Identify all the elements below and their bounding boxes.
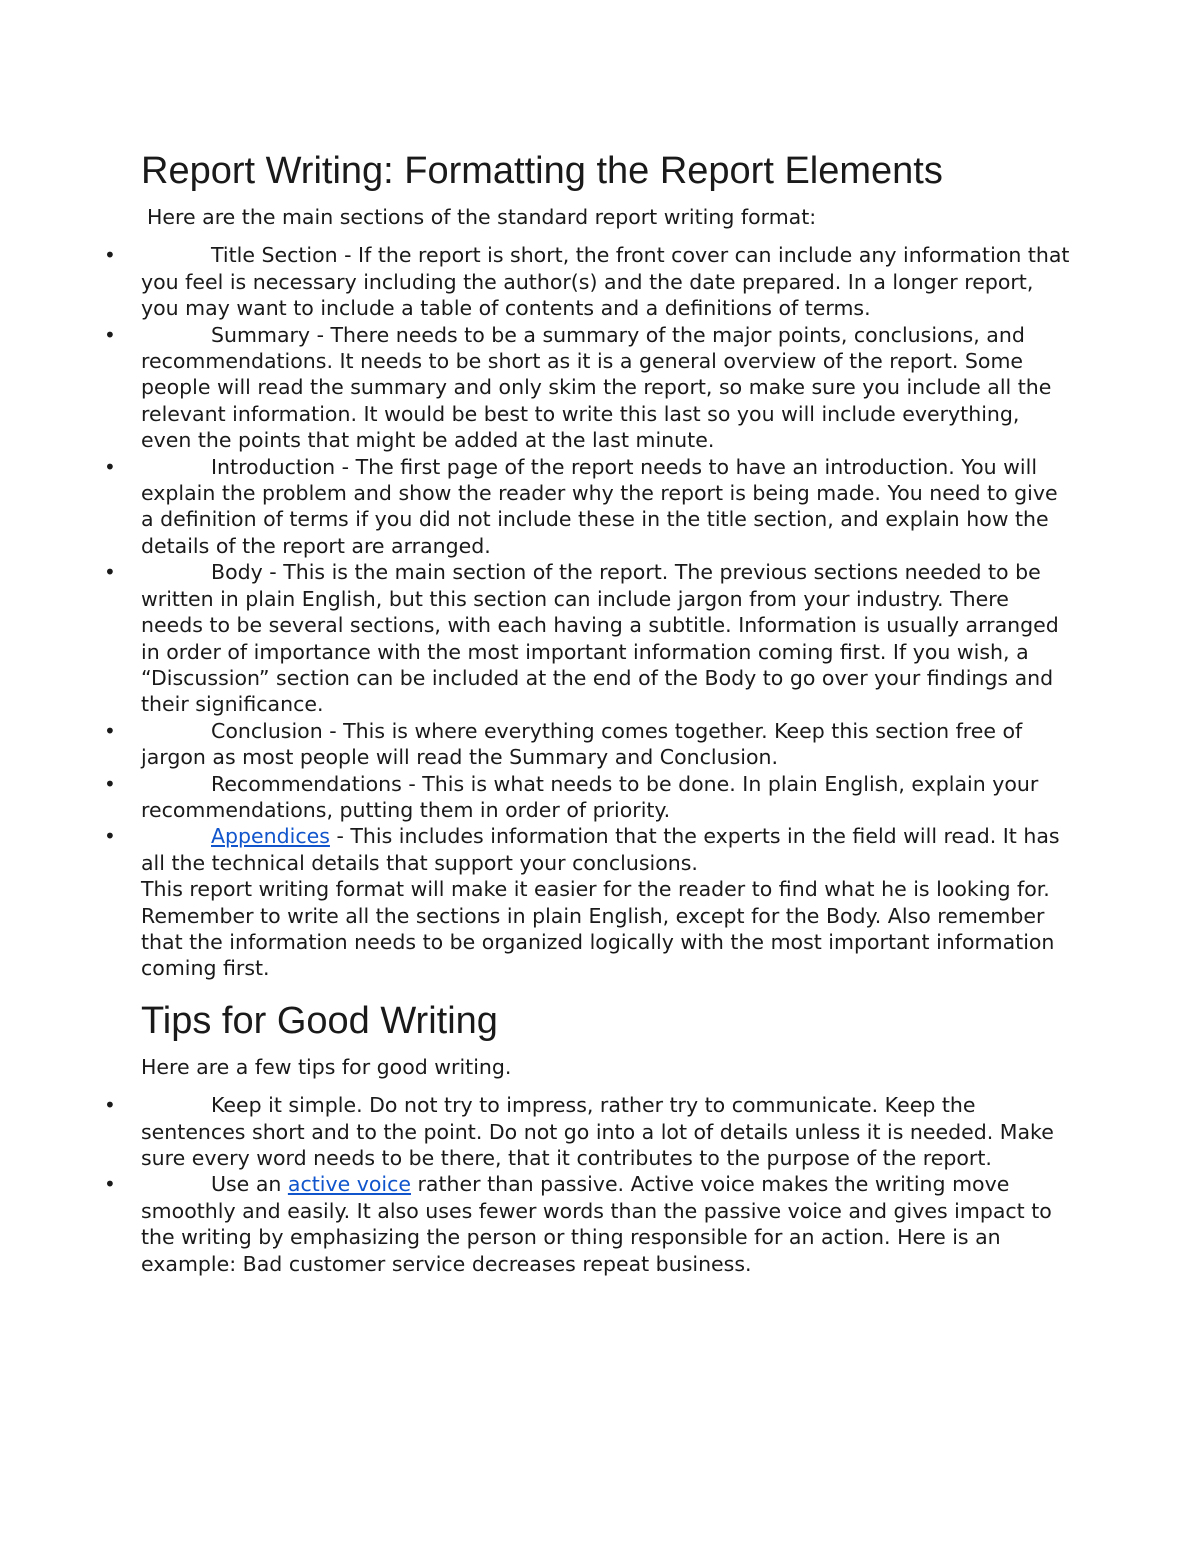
item-term: Introduction [211,454,336,479]
bullet-icon: • [104,1093,116,1118]
item-text: - This is what needs to be done. In plain English, explain your recommendations, putting them in order of priority. [141,771,1039,822]
item-term: Summary [211,322,311,347]
section-intro: Here are the main sections of the standard report writing format: [147,205,817,229]
list-item [104,242,1071,321]
list-item [104,823,1071,876]
list-item [104,771,1071,824]
report-sections-list [104,242,1071,876]
section-intro: Here are a few tips for good writing. [141,1054,512,1079]
item-text: - This is the main section of the report. The previous sections needed to be written in plain English, but this section can include jargon from your industry. There needs to be several sections, with each having a subtitle. Information is usually arranged in order of importance with the most important information coming first. If you wish, a “Discussion” section can be included at the end of the Body to go over your findings and their significance. [141,560,1059,717]
tips-list [104,1092,1071,1277]
list-item [104,718,1071,771]
document-page [104,148,1071,1277]
item-text: - If the report is short, the front cover can include any information that you feel is necessary including the author(s) and the date prepared. In a longer report, you may want to include a table of contents and a definitions of terms. [141,243,1070,321]
appendices-link[interactable]: Appendices [211,824,330,849]
list-item [104,322,1071,454]
list-item [104,1092,1071,1171]
bullet-icon: • [104,824,116,849]
list-item [104,1171,1071,1277]
item-term: Body [211,560,263,585]
page-title: Report Writing: Formatting the Report Elements [141,150,943,192]
item-term: Title Section [211,243,338,268]
item-text: - There needs to be a summary of the major points, conclusions, and recommendations. It needs to be short as it is a general overview of the report. Some people will read the summary and only skim the report, so make sure you include all the relevant information. It would be best to write this last so you will include everything, even the points that might be added at the last minute. [141,322,1052,453]
tip-text: Use an [211,1172,288,1197]
item-term: Recommendations [211,771,402,796]
bullet-icon: • [104,322,116,347]
bullet-icon: • [104,771,116,796]
tip-text: rather than passive. Active voice makes the writing move smoothly and easily. It also uses fewer words than the passive voice and gives impact to the writing by emphasizing the person or thing responsible for an action. Here is an example: Bad customer service decreases repeat business. [141,1172,1052,1276]
active-voice-link[interactable]: active voice [287,1172,411,1197]
bullet-icon: • [104,718,116,743]
tip-text: Keep it simple. Do not try to impress, rather try to communicate. Keep the sentences short and to the point. Do not go into a lot of details unless it is needed. Make sure every word needs to be there, that it contributes to the purpose of the report. [141,1093,1054,1170]
bullet-icon: • [104,243,116,268]
closing-paragraph: This report writing format will make it easier for the reader to find what he is looking for. Remember to write all the sections in plain English, except for the Body. Also remember that the information needs to be organized logically with the most important information coming first. [141,877,1055,981]
tips-section [104,998,1071,1277]
item-text: - This is where everything comes together. Keep this section free of jargon as most people will read the Summary and Conclusion. [141,718,1023,770]
list-item [104,559,1071,717]
bullet-icon: • [104,560,116,585]
list-item [104,454,1071,560]
item-text: - This includes information that the experts in the field will read. It has all the technical details that support your conclusions. [141,824,1060,875]
bullet-icon: • [104,454,116,479]
item-term: Conclusion [211,718,323,743]
section-title: Tips for Good Writing [141,999,498,1042]
bullet-icon: • [104,1172,116,1197]
item-text: - The first page of the report needs to have an introduction. You will explain the problem and show the reader why the report is being made. You need to give a definition of terms if you did not include these in the title section, and explain how the details of the report are arranged. [141,454,1058,558]
